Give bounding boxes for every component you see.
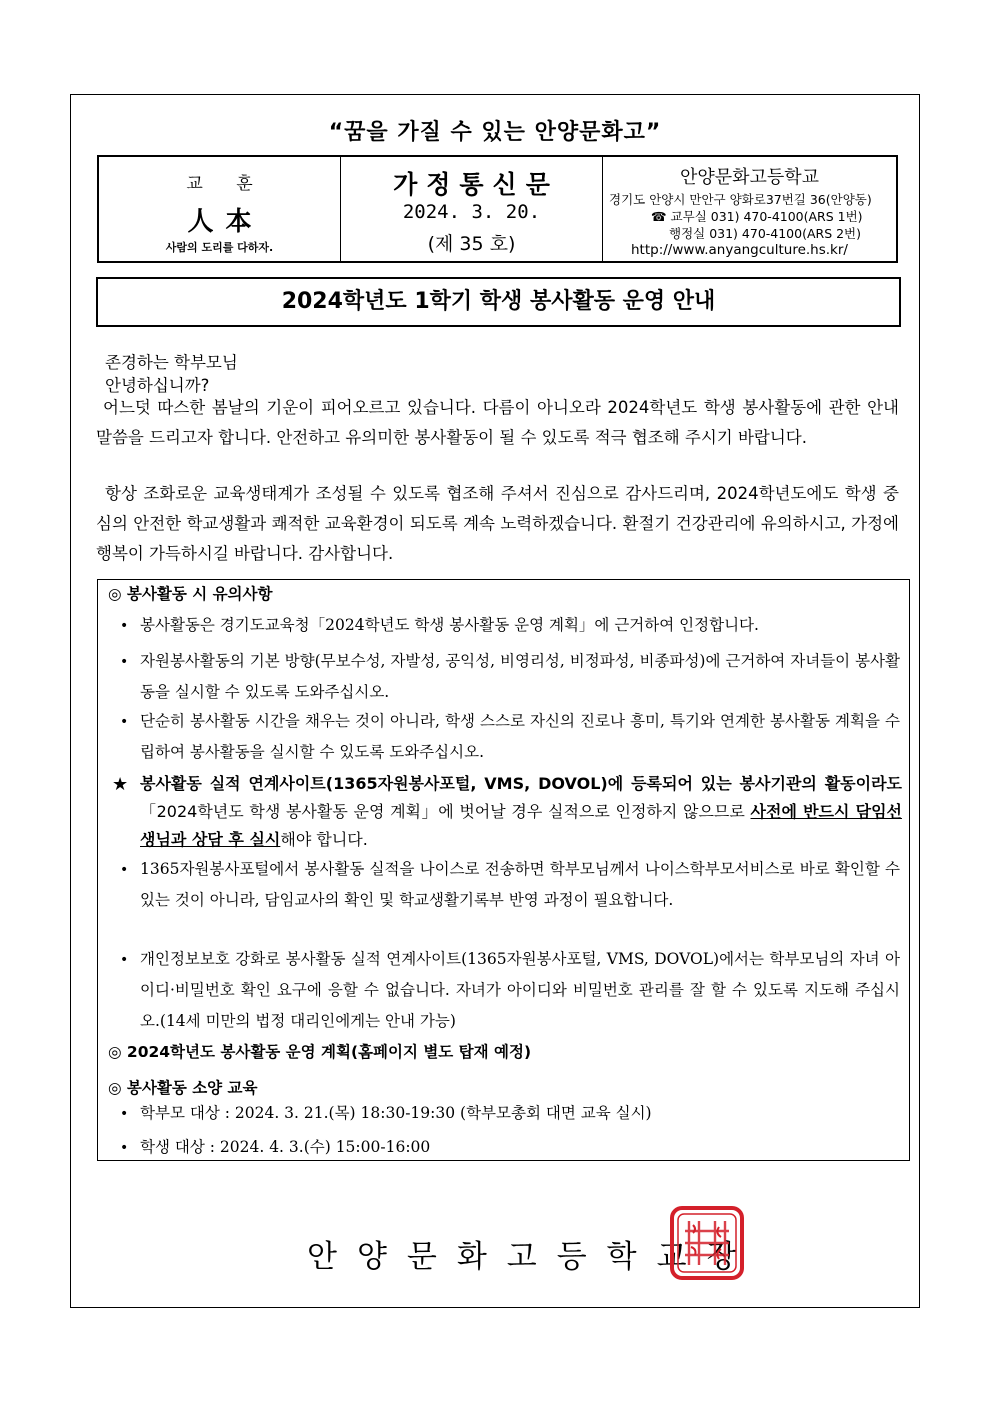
school-name: 안양문화고등학교 xyxy=(679,167,820,188)
document-frame xyxy=(70,94,920,1308)
newsletter-issue: (제 35 호) xyxy=(427,233,516,255)
caution-item: 단순히 봉사활동 시간을 채우는 것이 아니라, 학생 스스로 자신의 진로나 흥미, 특기와 연계한 봉사활동 계획을 수립하여 봉사활동을 실시할 수 있도록 도와주십시오. xyxy=(140,712,900,761)
important-notice-text: 「2024학년도 학생 봉사활동 운영 계획」에 벗어날 경우 실적으로 인정하지 않으므로 xyxy=(140,802,745,821)
phone-admin: 행정실 031) 470-4100(ARS 2번) xyxy=(669,226,862,241)
bullet-icon: • xyxy=(120,618,129,634)
important-notice-bold: 봉사활동 실적 연계사이트(1365자원봉사포털, VMS, DOVOL)에 등록되어 있는 봉사기관의 활동이라도 xyxy=(140,774,902,793)
greeting-line-1: 존경하는 학부모님 xyxy=(105,353,238,372)
caution-item: 자원봉사활동의 기본 방향(무보수성, 자발성, 공익성, 비영리성, 비정파성, 비종파성)에 근거하여 자녀들이 봉사활동을 실시할 수 있도록 도와주십시오. xyxy=(140,652,900,701)
school-info-cell xyxy=(603,157,896,261)
bullet-icon: • xyxy=(120,714,129,730)
school-motto-cell xyxy=(99,157,341,261)
important-notice-underline: 사전에 반드시 담임선생님과 상담 후 실시 xyxy=(140,802,902,849)
bullet-icon: • xyxy=(120,862,129,878)
principal-signature: 안양문화고등학교장 xyxy=(307,1239,757,1275)
school-website-link[interactable]: http://www.anyangculture.hs.kr/ xyxy=(631,242,848,258)
bullet-icon: • xyxy=(120,1140,129,1156)
notice-box xyxy=(97,579,910,1161)
newsletter-title: 가정통신문 xyxy=(393,170,559,199)
school-motto-banner: “꿈을 가질 수 있는 안양문화고” xyxy=(328,120,662,145)
greeting-line-2: 안녕하십니까? xyxy=(105,376,210,395)
caution-item: 1365자원봉사포털에서 봉사활동 실적을 나이스로 전송하면 학부모님께서 나이스학부모서비스로 바로 확인할 수 있는 것이 아니라, 담임교사의 확인 및 학교생활기록부 반영 과정이 필요합니다. xyxy=(140,860,900,909)
bullet-icon: • xyxy=(120,1106,129,1122)
newsletter-date: 2024. 3. 20. xyxy=(402,201,541,223)
section-heading-cautions: ◎ 봉사활동 시 유의사항 xyxy=(108,585,273,603)
bullet-icon: • xyxy=(120,654,129,670)
intro-paragraph: 어느덧 따스한 봄날의 기운이 피어오르고 있습니다. 다름이 아니오라 2024학년도 학생 봉사활동에 관한 안내 말씀을 드리고자 합니다. 안전하고 유의미한 봉사활동이 될 수 있도록 적극 협조해 주시기 바랍니다. xyxy=(96,398,899,447)
section-heading-education: ◎ 봉사활동 소양 교육 xyxy=(108,1079,258,1097)
important-notice-end: 해야 합니다. xyxy=(280,830,368,849)
star-icon: ★ xyxy=(112,774,129,795)
official-seal-icon xyxy=(669,1205,745,1281)
motto-sub: 사람의 도리를 다하자. xyxy=(165,241,274,254)
motto-main: 人本 xyxy=(187,207,264,237)
school-address: 경기도 안양시 만안구 양화로37번길 36(안양동) xyxy=(609,192,872,207)
bullet-icon: • xyxy=(120,952,129,968)
caution-item: 개인정보보호 강화로 봉사활동 실적 연계사이트(1365자원봉사포털, VMS, DOVOL)에서는 학부모님의 자녀 아이디·비밀번호 확인 요구에 응할 수 없습니다. 자녀가 아이디와 비밀번호 관리를 잘 할 수 있도록 지도해 주십시오.(14세 미만의 법정 대리인에게는 안내 가능) xyxy=(140,950,900,1030)
newsletter-header xyxy=(97,155,898,263)
section-heading-plan: ◎ 2024학년도 봉사활동 운영 계획(홈페이지 별도 탑재 예정) xyxy=(108,1043,532,1061)
education-item: 학부모 대상 : 2024. 3. 21.(목) 18:30-19:30 (학부모총회 대면 교육 실시) xyxy=(140,1104,652,1122)
education-item: 학생 대상 : 2024. 4. 3.(수) 15:00-16:00 xyxy=(140,1138,431,1156)
page-title: 2024학년도 1학기 학생 봉사활동 운영 안내 xyxy=(96,277,901,327)
important-notice xyxy=(140,770,902,854)
caution-item: 봉사활동은 경기도교육청「2024학년도 학생 봉사활동 운영 계획」에 근거하여 인정합니다. xyxy=(140,616,759,634)
newsletter-title-cell xyxy=(341,157,603,261)
phone-office: ☎ 교무실 031) 470-4100(ARS 1번) xyxy=(651,209,863,224)
thanks-paragraph: 항상 조화로운 교육생태계가 조성될 수 있도록 협조해 주셔서 진심으로 감사드리며, 2024학년도에도 학생 중심의 안전한 학교생활과 쾌적한 교육환경이 되도록 계속 노력하겠습니다. 환절기 건강관리에 유의하시고, 가정에 행복이 가득하시길 바랍니다. 감사합니다. xyxy=(96,484,899,563)
motto-label: 교 훈 xyxy=(186,174,267,194)
